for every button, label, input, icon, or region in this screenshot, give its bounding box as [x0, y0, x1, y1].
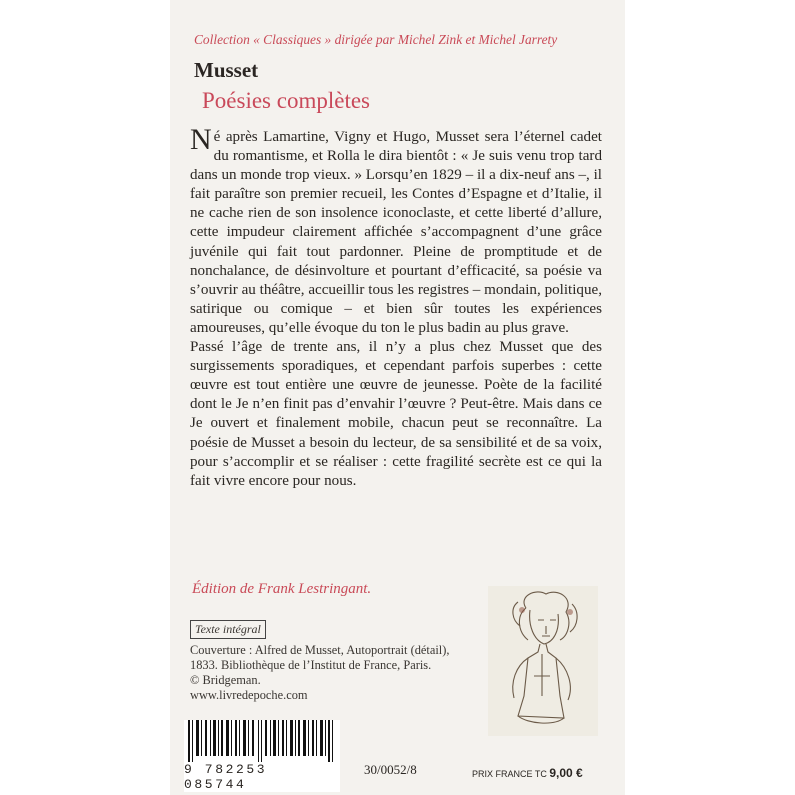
- credit-line: Couverture : Alfred de Musset, Autoportrait (détail),: [190, 643, 450, 657]
- blurb-paragraph-2: Passé l’âge de trente ans, il n’y a plus chez Musset que des surgissements sporadiques, et cependant parfois superbes : cette œuvre est tout entière une œuvre de jeunesse. Poète de la facilité dont le Je n’en finit pas d’envahir l’œuvre ? Peut-être. Mais dans ce Je ouvert et finalement mobile, chacun peut se reconnaître. La poésie de Musset a besoin du lecteur, de sa sensibilité et de sa voix, pour s’accomplir et se réaliser : cette fragilité secrète est ce qui la fait vivre encore pour nous.: [190, 339, 602, 489]
- edition-credit: Édition de Frank Lestringant.: [192, 581, 372, 597]
- sketch-drawing: [488, 586, 598, 736]
- series-line: Collection « Classiques » dirigée par Michel Zink et Michel Jarrety: [194, 32, 558, 47]
- price-tag: [472, 766, 583, 780]
- credit-line: © Bridgeman.: [190, 673, 261, 688]
- cover-credits: [190, 643, 500, 703]
- integral-text-stamp: Texte intégral: [190, 620, 266, 639]
- blurb-paragraph-1-text: é après Lamartine, Vigny et Hugo, Musset sera l’éternel cadet du romantisme, et Rolla le dira bientôt : « Je suis venu trop tard dans un monde trop vieux. » Lorsqu’en 1829 – il a dix-neuf ans –, il fait paraître son premier recueil, les Contes d’Espagne et d’Italie, il ne cache rien de son insolence iconoclaste, et cette liberté d’allure, cette impudeur clairement affichée s’accompagnent d’une grâce juvénile qui fait tout pardonner. Pleine de promptitude et de nonchalance, de désinvolture et pourtant d’efficacité, sa poésie va s’ouvrir au théâtre, accueillir tous les registres – mondain, politique, satirique ou comique – et bien sûr toutes les expériences amoureuses, qu’elle évoque du ton le plus badin au plus grave.: [190, 129, 602, 336]
- price-value: 9,00 €: [549, 766, 583, 780]
- back-cover: [170, 0, 625, 795]
- catalog-number: 30/0052/8: [364, 762, 417, 777]
- price-label: PRIX FRANCE TC: [472, 769, 547, 779]
- barcode-bars: [184, 720, 340, 762]
- self-portrait-sketch: [488, 586, 598, 736]
- author-name: Musset: [194, 58, 259, 82]
- website-link: www.livredepoche.com: [190, 688, 308, 703]
- barcode-number: 9 782253 085744: [184, 762, 340, 792]
- blurb: [190, 123, 602, 491]
- blurb-paragraph-1: [190, 123, 602, 338]
- book-title: Poésies complètes: [202, 88, 370, 113]
- credit-line: 1833. Bibliothèque de l’Institut de France, Paris.: [190, 658, 432, 673]
- drop-cap: N: [190, 123, 212, 156]
